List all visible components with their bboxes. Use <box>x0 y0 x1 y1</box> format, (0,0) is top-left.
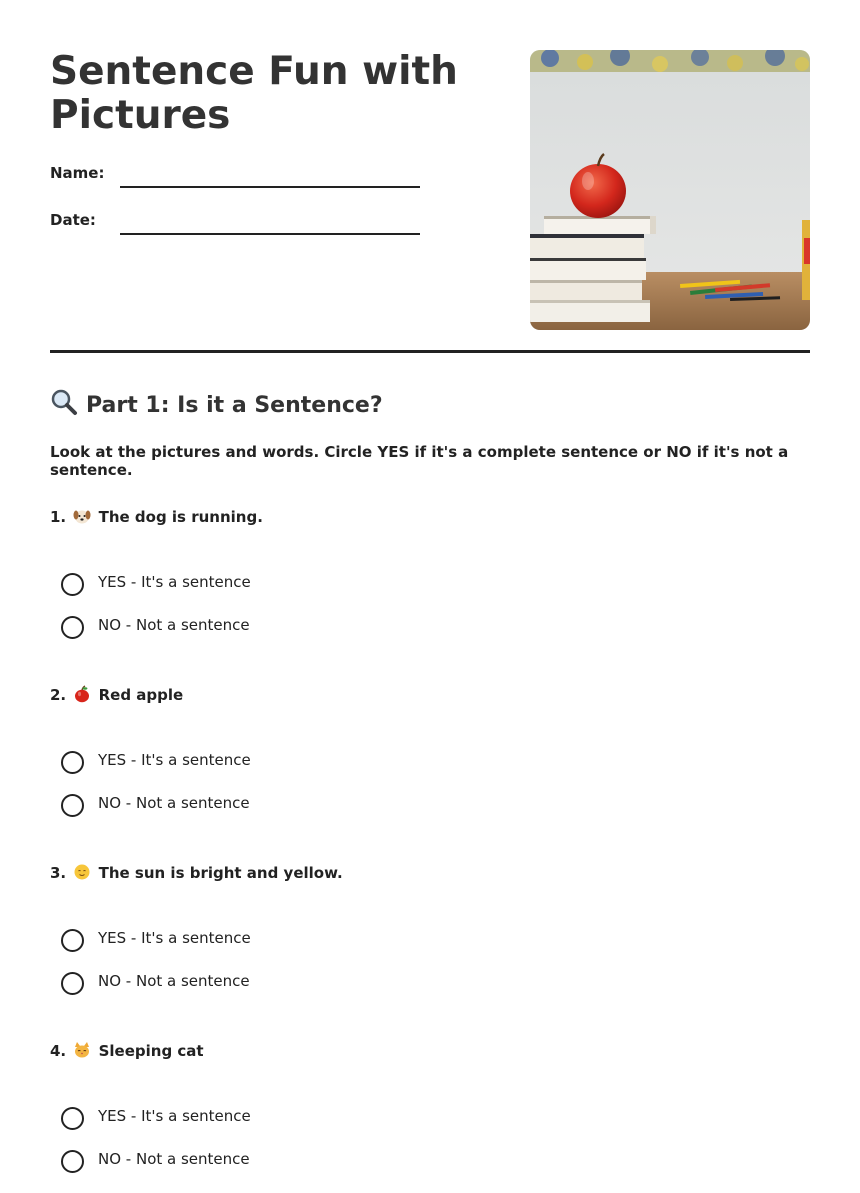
no-label: NO - Not a sentence <box>98 972 250 990</box>
sun-face-icon <box>73 863 91 881</box>
option-yes[interactable] <box>50 1107 810 1150</box>
yes-radio[interactable] <box>61 573 84 596</box>
name-field[interactable] <box>50 164 470 194</box>
question-sentence: The sun is bright and yellow. <box>98 864 343 882</box>
question-text <box>50 1041 810 1061</box>
yes-label: YES - It's a sentence <box>98 751 251 769</box>
magnifying-glass-icon <box>50 388 78 425</box>
question-number: 2. <box>50 686 67 704</box>
question-number: 3. <box>50 864 67 882</box>
question-sentence: Red apple <box>98 686 184 704</box>
question-4 <box>50 1041 810 1193</box>
question-text <box>50 507 810 527</box>
header-photo <box>530 50 810 330</box>
red-apple-icon <box>73 685 91 703</box>
option-no[interactable] <box>50 794 810 837</box>
option-yes[interactable] <box>50 929 810 972</box>
question-sentence: The dog is running. <box>98 508 263 526</box>
no-radio[interactable] <box>61 972 84 995</box>
part1-instructions: Look at the pictures and words. Circle YES if it's a complete sentence or NO if it's not a sentence. <box>50 443 789 479</box>
option-no[interactable] <box>50 616 810 659</box>
worksheet-header <box>50 50 810 330</box>
date-label: Date: <box>50 211 96 229</box>
yes-label: YES - It's a sentence <box>98 1107 251 1125</box>
header-divider <box>50 350 810 353</box>
yes-label: YES - It's a sentence <box>98 573 251 591</box>
date-write-line[interactable] <box>120 233 420 235</box>
part1-title <box>50 388 810 425</box>
answer-options <box>50 1107 810 1193</box>
answer-options <box>50 573 810 659</box>
no-radio[interactable] <box>61 616 84 639</box>
yes-radio[interactable] <box>61 751 84 774</box>
option-no[interactable] <box>50 1150 810 1193</box>
yes-radio[interactable] <box>61 929 84 952</box>
name-label: Name: <box>50 164 105 182</box>
question-number: 4. <box>50 1042 67 1060</box>
answer-options <box>50 929 810 1015</box>
option-yes[interactable] <box>50 573 810 616</box>
cat-face-icon <box>73 1041 91 1059</box>
question-3 <box>50 863 810 1015</box>
part1-title-text: Part 1: Is it a Sentence? <box>86 393 383 418</box>
yes-radio[interactable] <box>61 1107 84 1130</box>
no-label: NO - Not a sentence <box>98 1150 250 1168</box>
question-1 <box>50 507 810 659</box>
date-field[interactable] <box>50 211 470 241</box>
no-label: NO - Not a sentence <box>98 616 250 634</box>
question-text <box>50 863 810 883</box>
option-no[interactable] <box>50 972 810 1015</box>
name-write-line[interactable] <box>120 186 420 188</box>
page-title: Sentence Fun with Pictures <box>50 49 458 138</box>
no-radio[interactable] <box>61 794 84 817</box>
no-radio[interactable] <box>61 1150 84 1173</box>
yes-label: YES - It's a sentence <box>98 929 251 947</box>
question-text <box>50 685 810 705</box>
question-sentence: Sleeping cat <box>98 1042 204 1060</box>
option-yes[interactable] <box>50 751 810 794</box>
question-number: 1. <box>50 508 67 526</box>
question-2 <box>50 685 810 837</box>
no-label: NO - Not a sentence <box>98 794 250 812</box>
dog-face-icon <box>73 507 91 525</box>
answer-options <box>50 751 810 837</box>
